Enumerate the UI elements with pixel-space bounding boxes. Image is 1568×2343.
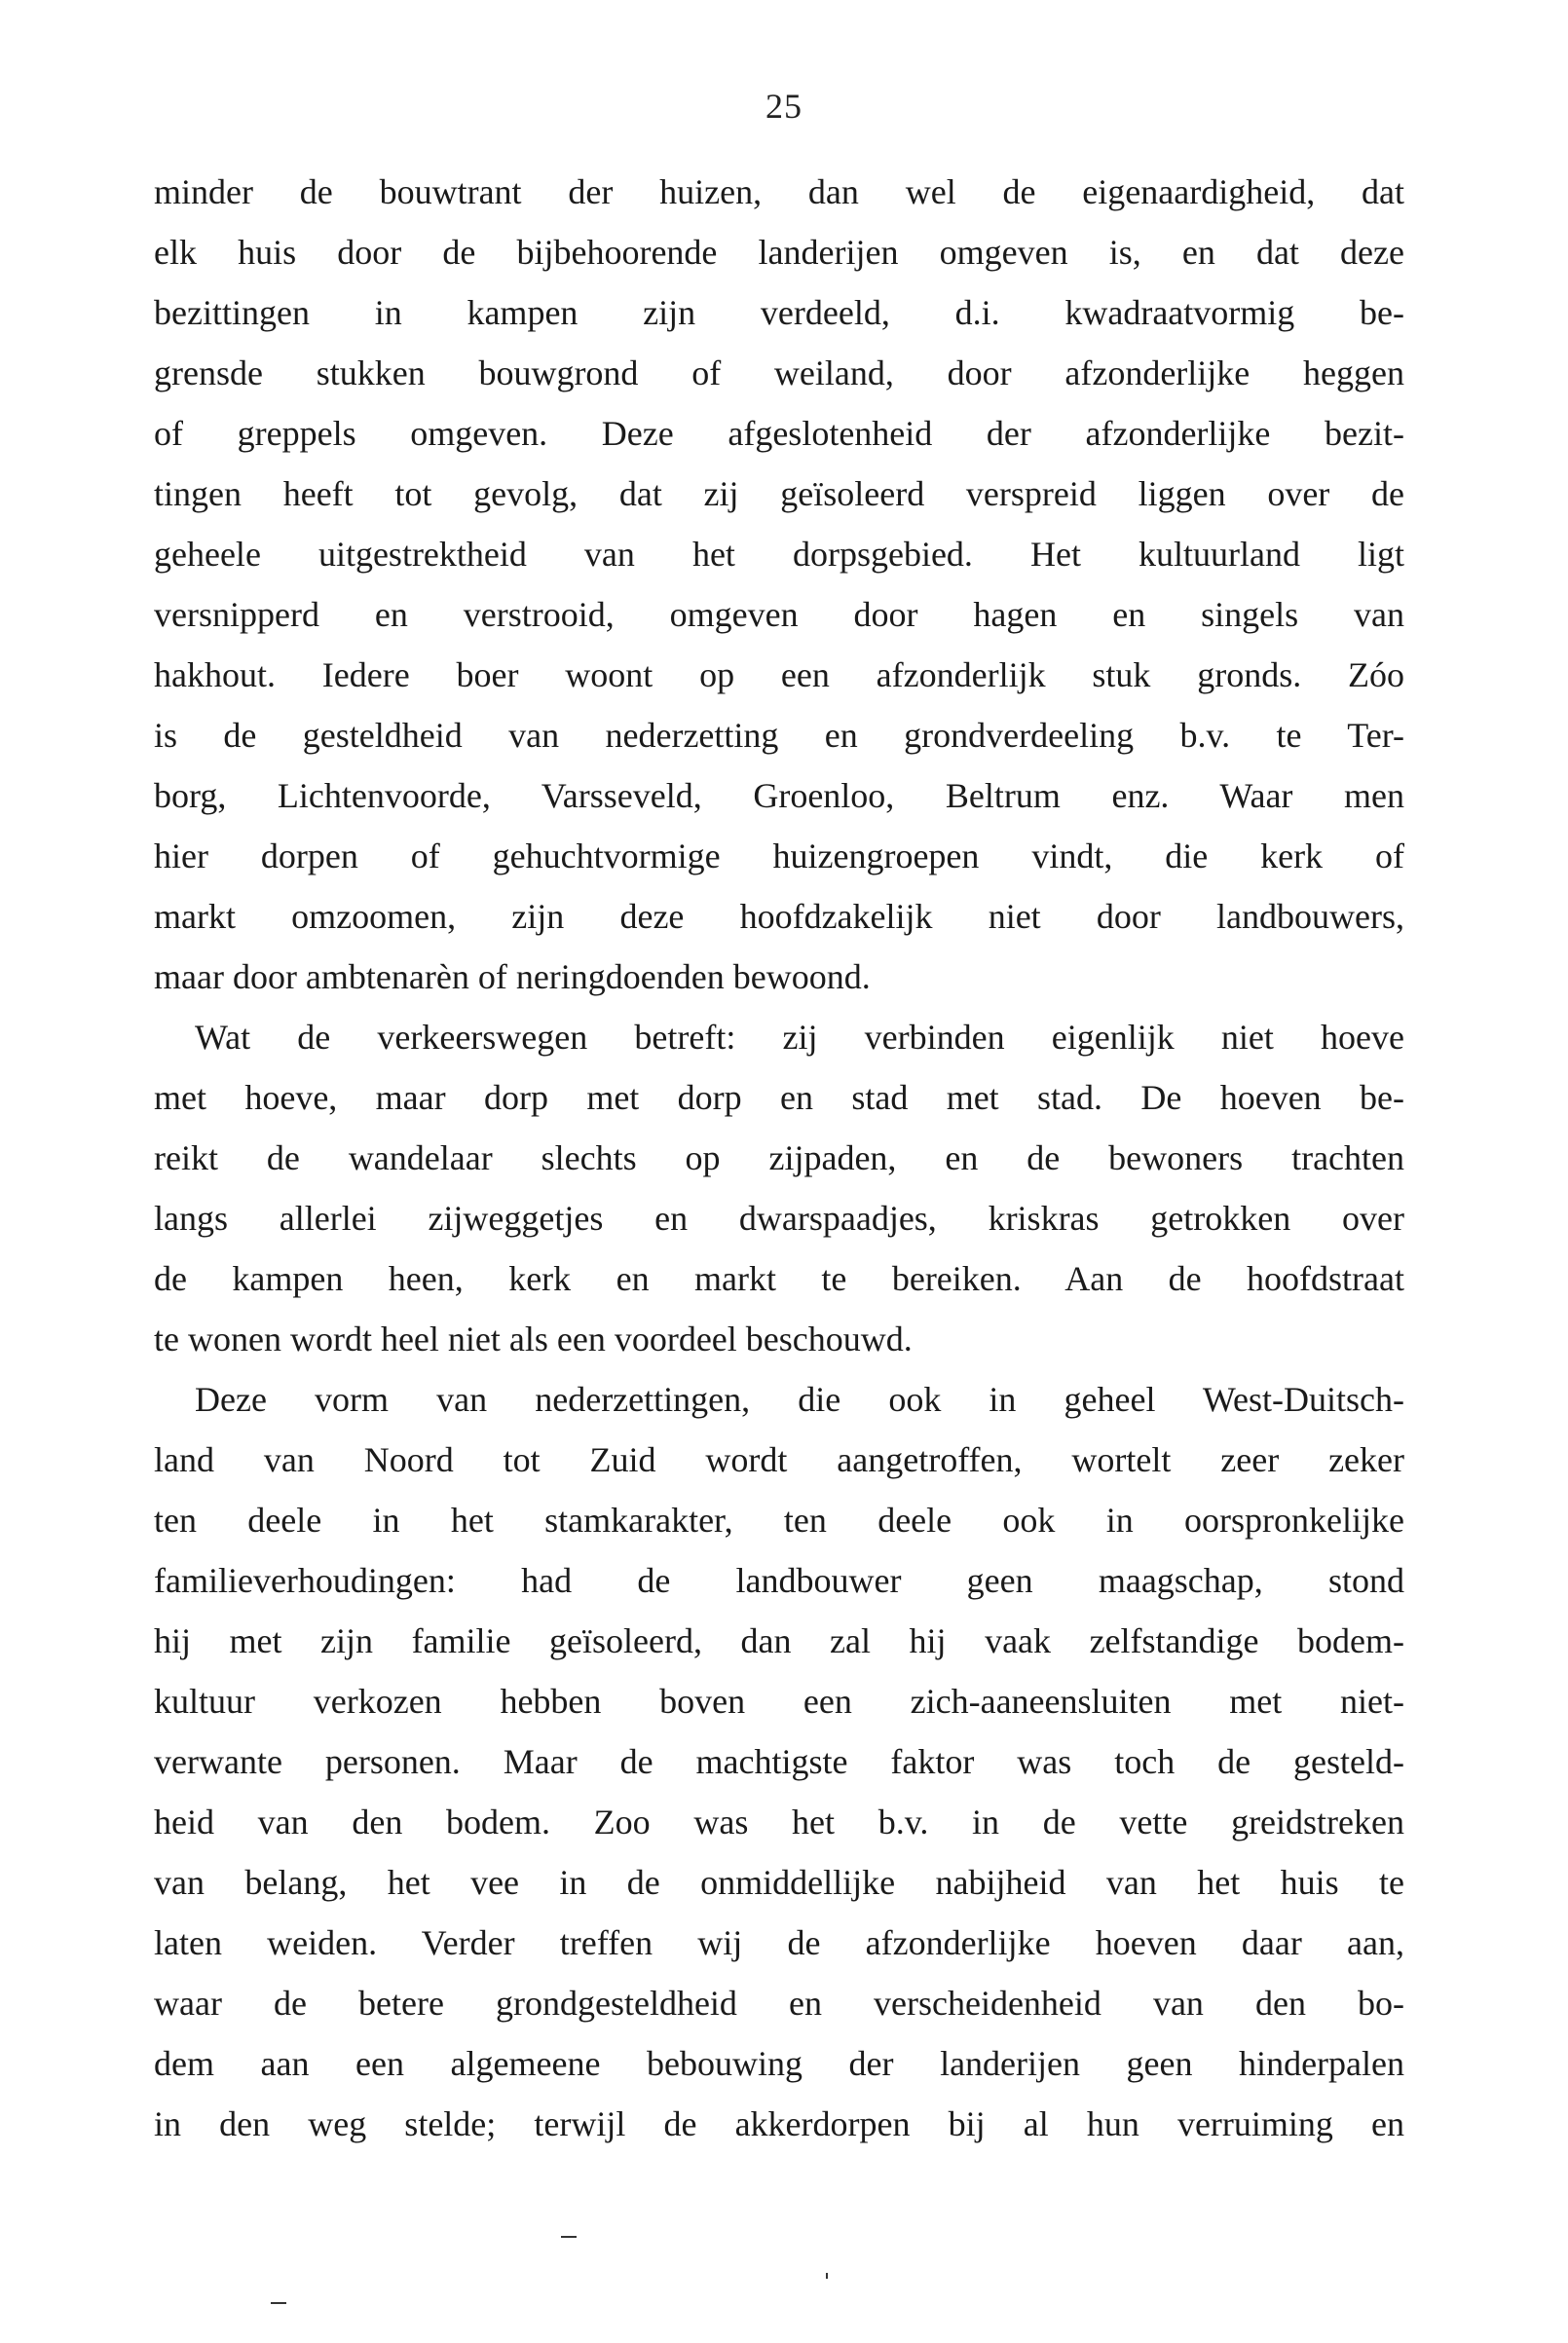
- text-line: versnipperd en verstrooid, omgeven door hagen en singels van: [154, 595, 1404, 634]
- text-line: dem aan een algemeene bebouwing der landerijen geen hinderpalen: [154, 2044, 1404, 2083]
- print-mark: [561, 2236, 577, 2238]
- text-line: met hoeve, maar dorp met dorp en stad met stad. De hoeven be-: [154, 1078, 1404, 1117]
- text-line: te wonen wordt heel niet als een voordeel beschouwd.: [154, 1320, 913, 1358]
- text-line: ten deele in het stamkarakter, ten deele ook in oorspronkelijke: [154, 1501, 1404, 1540]
- text-line: reikt de wandelaar slechts op zijpaden, en de bewoners trachten: [154, 1138, 1404, 1177]
- text-line: geheele uitgestrektheid van het dorpsgebied. Het kultuurland ligt: [154, 535, 1404, 574]
- text-line: in den weg stelde; terwijl de akkerdorpen bij al hun verruiming en: [154, 2104, 1404, 2143]
- text-line: kultuur verkozen hebben boven een zich-aaneensluiten met niet-: [154, 1682, 1404, 1721]
- text-line: hij met zijn familie geïsoleerd, dan zal hij vaak zelfstandige bodem-: [154, 1621, 1404, 1660]
- text-line: maar door ambtenarèn of neringdoenden bewoond.: [154, 957, 871, 996]
- text-line: langs allerlei zijweggetjes en dwarspaadjes, kriskras getrokken over: [154, 1199, 1404, 1238]
- text-line: is de gesteldheid van nederzetting en grondverdeeling b.v. te Ter-: [154, 716, 1404, 755]
- text-line: grensde stukken bouwgrond of weiland, door afzonderlijke heggen: [154, 353, 1404, 392]
- text-line: of greppels omgeven. Deze afgeslotenheid der afzonderlijke bezit-: [154, 414, 1404, 453]
- text-line: markt omzoomen, zijn deze hoofdzakelijk niet door landbouwers,: [154, 897, 1404, 936]
- print-mark: [826, 2273, 828, 2279]
- text-line: waar de betere grondgesteldheid en verscheidenheid van den bo-: [154, 1984, 1404, 2023]
- text-line: verwante personen. Maar de machtigste faktor was toch de gesteld-: [154, 1742, 1404, 1781]
- text-line: bezittingen in kampen zijn verdeeld, d.i. kwadraatvormig be-: [154, 293, 1404, 332]
- text-line: hakhout. Iedere boer woont op een afzonderlijk stuk gronds. Zóo: [154, 655, 1404, 694]
- text-line: laten weiden. Verder treffen wij de afzonderlijke hoeven daar aan,: [154, 1923, 1404, 1962]
- text-line: Deze vorm van nederzettingen, die ook in geheel West-Duitsch-: [195, 1380, 1404, 1419]
- text-line: elk huis door de bijbehoorende landerijen omgeven is, en dat deze: [154, 233, 1404, 272]
- text-line: hier dorpen of gehuchtvormige huizengroepen vindt, die kerk of: [154, 837, 1404, 875]
- text-line: borg, Lichtenvoorde, Varsseveld, Groenloo, Beltrum enz. Waar men: [154, 776, 1404, 815]
- paragraph-1: [154, 162, 1404, 1007]
- text-line: de kampen heen, kerk en markt te bereiken. Aan de hoofdstraat: [154, 1259, 1404, 1298]
- text-line: tingen heeft tot gevolg, dat zij geïsoleerd verspreid liggen over de: [154, 474, 1404, 513]
- print-mark: [271, 2302, 286, 2304]
- text-line: heid van den bodem. Zoo was het b.v. in de vette greidstreken: [154, 1803, 1404, 1841]
- paragraph-3: [154, 1369, 1404, 2154]
- page-number: 25: [765, 87, 803, 126]
- text-line: land van Noord tot Zuid wordt aangetroffen, wortelt zeer zeker: [154, 1440, 1404, 1479]
- body-text: [154, 162, 1404, 2154]
- paragraph-2: [154, 1007, 1404, 1369]
- text-line: minder de bouwtrant der huizen, dan wel de eigenaardigheid, dat: [154, 172, 1404, 211]
- text-line: familieverhoudingen: had de landbouwer geen maagschap, stond: [154, 1561, 1404, 1600]
- text-line: van belang, het vee in de onmiddellijke nabijheid van het huis te: [154, 1863, 1404, 1902]
- text-line: Wat de verkeerswegen betreft: zij verbinden eigenlijk niet hoeve: [195, 1018, 1404, 1057]
